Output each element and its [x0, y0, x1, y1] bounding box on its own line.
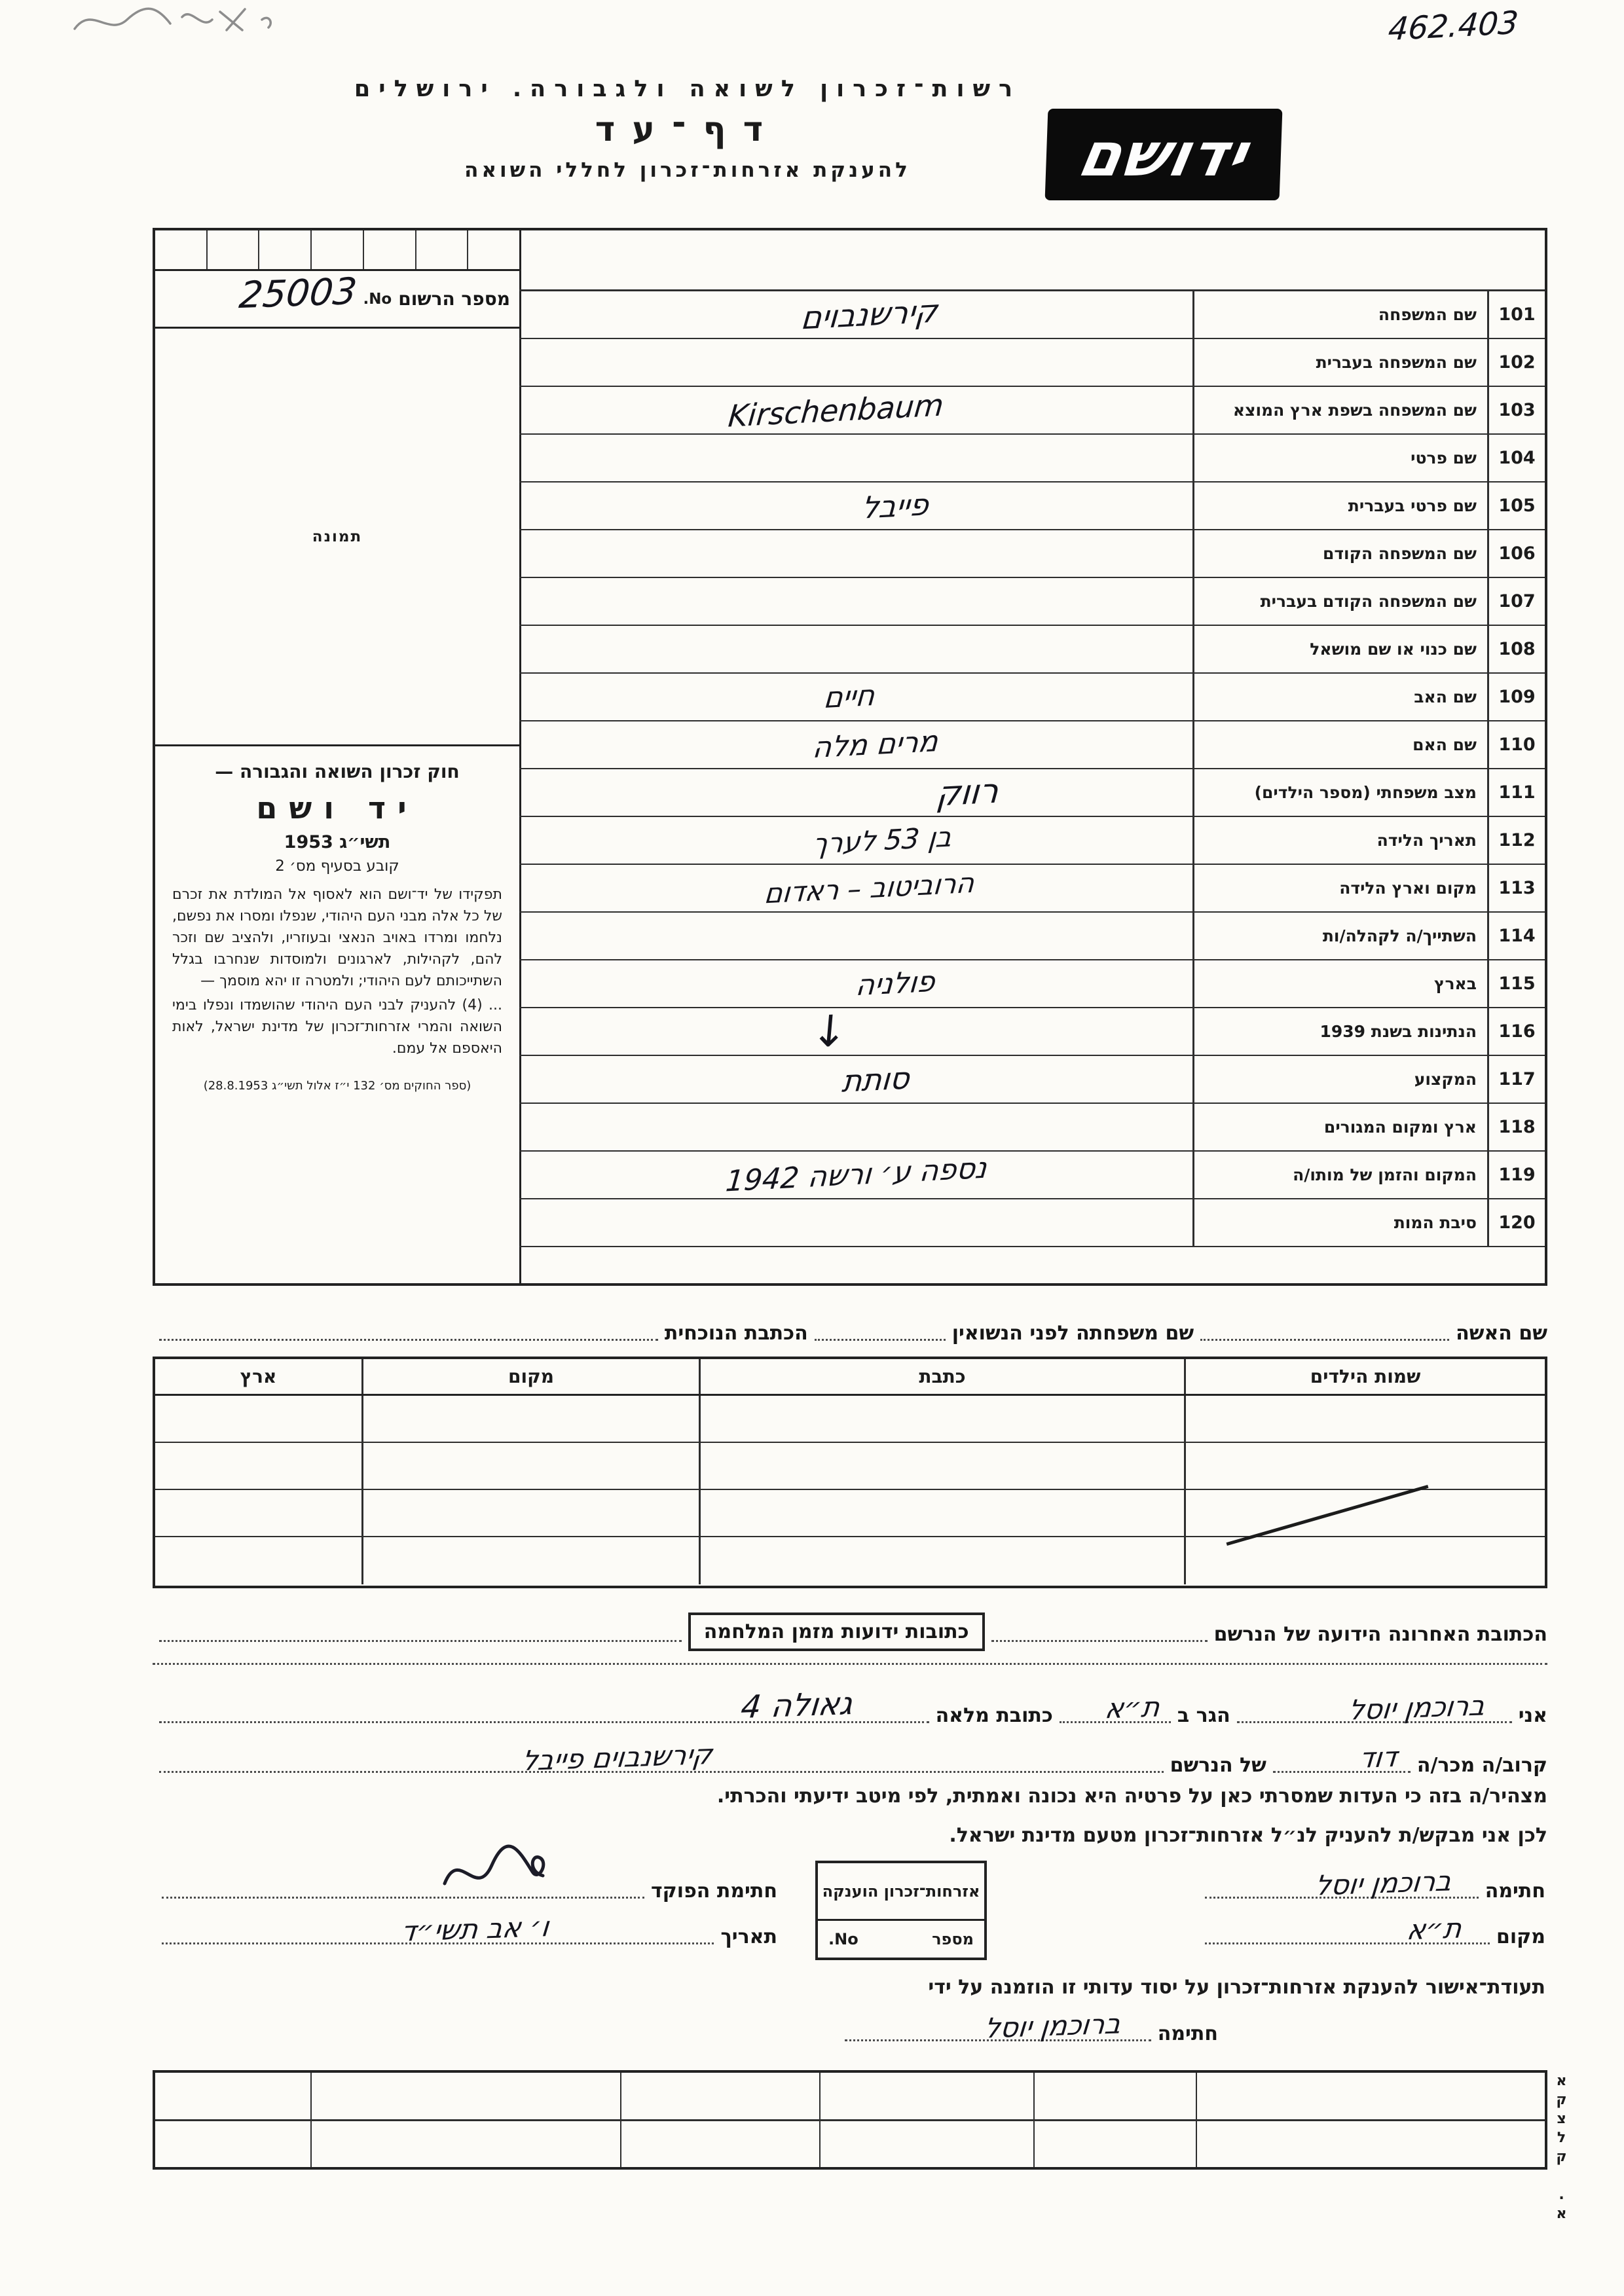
law-name: יד ושם [256, 790, 418, 826]
field-value [519, 578, 1192, 625]
children-table-row [155, 1537, 1545, 1584]
field-label: הנתינות בשנת 1939 [1192, 1008, 1487, 1055]
children-table-header: ארץ [240, 1366, 277, 1387]
form-header [308, 76, 1067, 182]
field-number: 105 [1487, 483, 1545, 529]
field-row-110 [519, 721, 1545, 769]
field-label: מצב משפחתי (מספר הילדים) [1192, 769, 1487, 816]
resides-label: הגר ב [1177, 1704, 1230, 1727]
last-known-address-label: הכתובת האחרונה הידועה של הנרשם [1213, 1623, 1547, 1646]
field-number: 102 [1487, 339, 1545, 386]
bottom-grid-cell [1197, 2073, 1545, 2119]
field-label: שם פרטי [1192, 435, 1487, 481]
field-value [519, 387, 1192, 433]
official-signature-label: חתימת הפוקד [651, 1880, 777, 1903]
field-number: 108 [1487, 626, 1545, 672]
children-table-cell [361, 1490, 699, 1536]
place-label: מקום [1496, 1925, 1545, 1948]
wife-name-label: שם האשה [1456, 1322, 1547, 1345]
official-signature-scribble [439, 1840, 557, 1897]
photo-box [155, 329, 519, 746]
field-row-111 [519, 769, 1545, 817]
addresses-line [153, 1604, 1547, 1646]
children-table-row [155, 1396, 1545, 1443]
wartime-addresses-field [159, 1634, 682, 1642]
field-value [519, 483, 1192, 529]
wartime-addresses-label: כתובות ידועות מזמן המלחמה [688, 1613, 985, 1651]
field-row-115 [519, 960, 1545, 1008]
field-row-107 [519, 578, 1545, 626]
of-registered-label: של הנרשם [1170, 1754, 1266, 1777]
field-label: בארץ [1192, 960, 1487, 1007]
children-table-cell [361, 1537, 699, 1584]
bottom-grid-cell [155, 2073, 312, 2119]
field-number: 112 [1487, 817, 1545, 864]
field-number: 101 [1487, 291, 1545, 338]
law-excerpt-box [155, 746, 519, 1093]
children-table-header: כתבת [699, 1359, 1184, 1394]
field-label: שם המשפחה בעברית [1192, 339, 1487, 386]
children-table-cell [361, 1443, 699, 1489]
date-field [162, 1910, 714, 1948]
field-number: 106 [1487, 530, 1545, 577]
granted-number-label: מספר [932, 1930, 974, 1948]
granted-label: אזרחות־זכרון הוענקה [818, 1863, 984, 1921]
children-table-cell [1184, 1443, 1545, 1489]
children-table-cell [1184, 1396, 1545, 1442]
relative-field [1273, 1741, 1411, 1774]
place-handwritten: ת״א [1405, 1912, 1464, 1946]
field-value [519, 1199, 1192, 1246]
date-handwritten: ו׳ אב תשי״ד [399, 1910, 551, 1948]
field-label: שם המשפחה [1192, 291, 1487, 338]
field-value-handwritten: מרים מלה [811, 724, 940, 765]
bottom-grid-cell [155, 2121, 312, 2168]
field-row-116 [519, 1005, 1545, 1058]
bottom-grid-cell [821, 2121, 1035, 2168]
children-table-row [155, 1359, 1545, 1396]
field-row-120 [519, 1199, 1545, 1247]
field-label: שם המשפחה הקודם [1192, 530, 1487, 577]
field-row-118 [519, 1104, 1545, 1152]
law-clause: קובע בסעיף מס׳ 2 [275, 858, 399, 875]
witness-name-field [1237, 1689, 1512, 1726]
field-value-handwritten: קירשנבוים [799, 292, 939, 337]
declaration-statement: מצהיר/ה בזה כי העדות שמסרתי כאן על פרטיה היא נכונה ואמתית, לפי מיטב ידיעתי והכרתי. [716, 1785, 1547, 1808]
field-value [519, 817, 1192, 864]
declaration-line-2 [153, 1734, 1547, 1777]
form-rows [519, 289, 1545, 1247]
i-label: אני [1518, 1704, 1547, 1727]
archive-page-number: 462.403 [1386, 4, 1520, 48]
final-signature-field [845, 2007, 1151, 2045]
field-value [519, 960, 1192, 1007]
last-known-address-field [991, 1634, 1208, 1642]
field-label: המקצוע [1192, 1056, 1487, 1102]
field-value-handwritten: פולניה [854, 964, 936, 1003]
resides-field [1060, 1690, 1171, 1725]
field-number: 109 [1487, 674, 1545, 720]
place-line [1198, 1903, 1545, 1948]
field-value-handwritten: פייבל [860, 486, 931, 526]
bottom-grid-cell [621, 2121, 821, 2168]
form-left-column [155, 230, 519, 1283]
bottom-grid-row [155, 2121, 1545, 2168]
field-row-114 [519, 913, 1545, 960]
full-address-field [159, 1685, 929, 1726]
date-label: תאריך [720, 1925, 777, 1948]
field-number: 115 [1487, 960, 1545, 1007]
children-table-cell [1184, 1537, 1545, 1584]
field-value-handwritten: סותת [840, 1059, 911, 1099]
signature-section [153, 1857, 1547, 1975]
field-value [519, 1104, 1192, 1150]
registration-no-label: No. [363, 290, 392, 308]
field-number: 116 [1487, 1008, 1545, 1055]
field-number: 114 [1487, 913, 1545, 959]
field-label: ארץ ומקום המגורים [1192, 1104, 1487, 1150]
field-value-handwritten: בן 53 לערך [811, 820, 953, 860]
field-label: שם פרטי בעברית [1192, 483, 1487, 529]
wife-address-field [159, 1333, 658, 1341]
children-table-cell [699, 1537, 1184, 1584]
pencil-scribble [65, 0, 282, 46]
full-address-label: כתובת מלאה [935, 1704, 1053, 1727]
authority-name: רשות־זכרון לשואה ולגבורה. ירושלים [354, 76, 1022, 102]
registration-label: מספר הרשום [398, 288, 510, 310]
field-row-113 [519, 865, 1545, 913]
final-signature-line [838, 2005, 1218, 2045]
bottom-grid-cell [1035, 2073, 1197, 2119]
field-number: 120 [1487, 1199, 1545, 1246]
children-table-cell [361, 1396, 699, 1442]
witness-signature-group [1198, 1857, 1545, 1948]
law-paragraph: תפקידו של יד־ושם הוא לאסוף אל המולדת את זכרם של כל אלה מבני העם היהודי, שנפלו ומסרו את נפשם, נלחמו ומרדו באויב הנאצי ובעוזריו, ולהציב שם וזכר להם, לקהילות, לארגונים ולמוסדות שנחרבו בגלל השתייכותם לעם היהודי; ולמטרה זו יהא מוסמך — [172, 886, 502, 989]
field-row-108 [519, 626, 1545, 674]
granted-no-latin: No. [828, 1930, 858, 1948]
field-label: שם המשפחה הקודם בעברית [1192, 578, 1487, 625]
field-number: 119 [1487, 1152, 1545, 1198]
main-form [153, 228, 1547, 1286]
children-table-cell [155, 1537, 361, 1584]
law-intro: חוק זכרון השואה והגבורה — [215, 761, 460, 782]
law-paragraph-2: ... (4) להעניק לבני העם היהודי שהושמדו ונפלו בימי השואה והמרי אזרחות־זכרון של מדינת ישראל, לאות היאספם אל עמם. [172, 997, 502, 1057]
final-signature-handwritten: ברוכמן יוסל [983, 2007, 1122, 2045]
law-year: תשי״ג 1953 [284, 832, 391, 852]
field-value-handwritten: נספה ע׳ ורשה 1942 [724, 1151, 988, 1199]
address-dotted-line [153, 1663, 1547, 1665]
field-label: תאריך הלידה [1192, 817, 1487, 864]
field-row-109 [519, 674, 1545, 721]
children-table-cell [699, 1443, 1184, 1489]
field-number: 118 [1487, 1104, 1545, 1150]
field-value [519, 291, 1192, 338]
witness-name-handwritten: ברוכמן יוסל [1346, 1689, 1486, 1726]
official-signature-group [155, 1857, 777, 1948]
bottom-grid-row [155, 2073, 1545, 2121]
certificate-order-text: תעודת־אישור להענקת אזרחות־זכרון על יסוד עדותי זו הוזמנה על ידי [928, 1976, 1545, 1999]
signature-field [1205, 1865, 1479, 1902]
office-use-cell [415, 230, 468, 269]
field-value [519, 1056, 1192, 1102]
field-row-104 [519, 435, 1545, 483]
logo-script-text: ידושם [1072, 119, 1255, 190]
children-table-cell [699, 1490, 1184, 1536]
field-value-handwritten: ↓ [809, 1005, 851, 1058]
office-use-cell [467, 230, 519, 269]
children-table [153, 1357, 1547, 1588]
field-number: 107 [1487, 578, 1545, 625]
office-use-grid [155, 230, 519, 271]
field-number: 113 [1487, 865, 1545, 911]
field-value [519, 721, 1192, 768]
field-row-101 [519, 291, 1545, 339]
relative-handwritten: דוד [1357, 1741, 1399, 1774]
bottom-grid-cell [312, 2073, 621, 2119]
full-address-handwritten: גאולה 4 [739, 1685, 855, 1726]
field-number: 111 [1487, 769, 1545, 816]
field-number: 117 [1487, 1056, 1545, 1102]
wife-maiden-label: שם משפחתה לפני הנשואין [951, 1322, 1194, 1345]
registration-number-handwritten: 25003 [237, 270, 360, 318]
office-use-cell [155, 230, 206, 269]
children-table-grid [155, 1359, 1545, 1584]
field-row-117 [519, 1056, 1545, 1104]
field-value-handwritten: חיים [822, 678, 877, 716]
bottom-grid-cell [821, 2073, 1035, 2119]
field-label: שם האם [1192, 721, 1487, 768]
witness-signature-handwritten: ברוכמן יוסל [1314, 1865, 1453, 1902]
resides-handwritten: ת״א [1103, 1690, 1162, 1725]
field-value [519, 435, 1192, 481]
field-value [519, 769, 1192, 816]
official-signature-field [162, 1891, 644, 1899]
children-table-header: שמות הילדים [1184, 1359, 1545, 1394]
photo-label: תמונה [312, 528, 363, 545]
place-field [1205, 1912, 1490, 1946]
field-row-102 [519, 339, 1545, 387]
declaration-line-1 [153, 1684, 1547, 1727]
field-number: 104 [1487, 435, 1545, 481]
signature-label: חתימה [1485, 1880, 1545, 1903]
children-table-cell [155, 1490, 361, 1536]
citizenship-request: לכן אני מבקש/ת להעניק לנ״ל אזרחות־זכרון מטעם מדינת ישראל. [949, 1824, 1547, 1847]
field-value [519, 1152, 1192, 1198]
field-label: שם המשפחה בשפת ארץ המוצא [1192, 387, 1487, 433]
field-value-handwritten: רווק [934, 771, 1000, 814]
field-row-119 [519, 1152, 1545, 1199]
form-title: דף־עד [595, 110, 781, 149]
registration-number-row [155, 271, 519, 329]
bottom-grid-cell [312, 2121, 621, 2168]
field-label: סיבת המות [1192, 1199, 1487, 1246]
granted-number-row [818, 1921, 984, 1958]
field-value [519, 865, 1192, 911]
field-label: המקום והזמן של מותו/ה [1192, 1152, 1487, 1198]
office-use-cell [310, 230, 363, 269]
children-table-row [155, 1443, 1545, 1490]
signature-line [1198, 1857, 1545, 1903]
bottom-grid-cell [1035, 2121, 1197, 2168]
children-table-cell [155, 1396, 361, 1442]
wife-maiden-field [815, 1333, 946, 1341]
field-label: מקום וארץ הלידה [1192, 865, 1487, 911]
citizenship-granted-box [815, 1861, 987, 1960]
field-label: השתייך/ה לקהלה/ות [1192, 913, 1487, 959]
children-table-cell [155, 1443, 361, 1489]
bottom-grid-cell [1197, 2121, 1545, 2168]
relative-label: קרוב/ה מכר/ה [1416, 1754, 1547, 1777]
wife-name-field [1200, 1333, 1449, 1341]
bottom-office-grid [153, 2070, 1547, 2170]
children-table-cell [1184, 1490, 1545, 1536]
field-row-106 [519, 530, 1545, 578]
wife-address-label: הכתבת הנוכחית [664, 1322, 808, 1345]
law-footnote: (ספר החוקים מס׳ 132 י״ז אלול תשי״ג 28.8.1953) [203, 1079, 471, 1093]
field-row-103 [519, 387, 1545, 435]
form-subtitle: להענקת אזרחות־זכרון לחללי השואה [464, 158, 911, 182]
field-value [519, 1005, 1192, 1058]
field-value [519, 339, 1192, 386]
field-label: שם האב [1192, 674, 1487, 720]
field-number: 110 [1487, 721, 1545, 768]
field-value-handwritten: Kirschenbaum [727, 386, 946, 434]
bottom-grid-cell [621, 2073, 821, 2119]
field-row-112 [519, 817, 1545, 865]
office-use-cell [258, 230, 310, 269]
final-signature-label: חתימה [1157, 2022, 1218, 2045]
field-value [519, 913, 1192, 959]
field-label: שם כנוי או שם מושאל [1192, 626, 1487, 672]
office-use-cell [363, 230, 415, 269]
of-registered-field [159, 1738, 1164, 1777]
yad-vashem-logo [1045, 109, 1283, 200]
children-table-header: מקום [361, 1359, 699, 1394]
field-value [519, 530, 1192, 577]
printer-mark: א. קלצקא [1553, 2073, 1570, 2225]
wife-line [153, 1304, 1547, 1345]
official-signature-line [155, 1857, 777, 1903]
children-table-cell [699, 1396, 1184, 1442]
field-number: 103 [1487, 387, 1545, 433]
date-line [155, 1903, 777, 1948]
field-value-handwritten: הרוביטוב – ראדום [762, 866, 976, 910]
field-value [519, 626, 1192, 672]
field-value [519, 674, 1192, 720]
of-registered-handwritten: קירשנבוים פייבל [520, 1738, 714, 1777]
office-use-cell [206, 230, 259, 269]
field-row-105 [519, 483, 1545, 530]
